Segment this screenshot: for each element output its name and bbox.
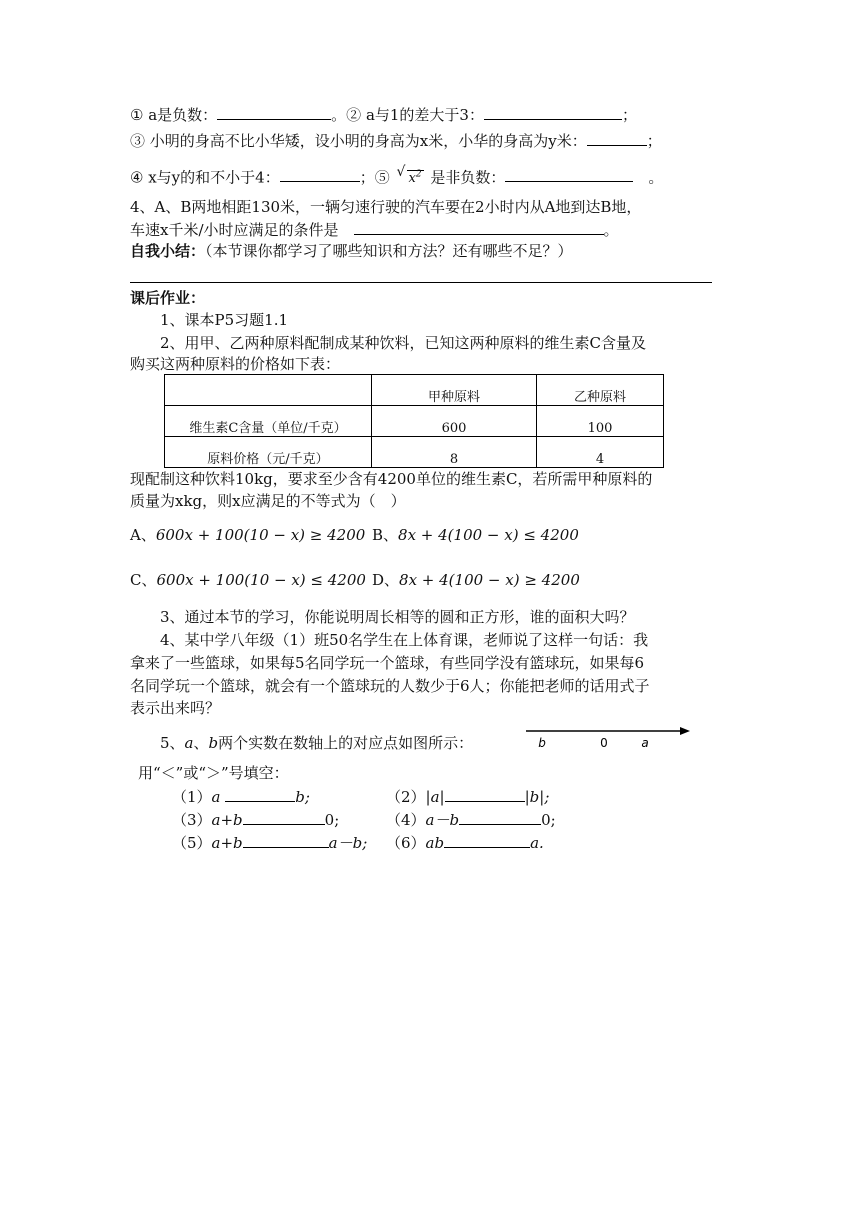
item-3-prefix: ④ x与y的和不小于4： <box>130 168 280 187</box>
question-4-line-3: 名同学玩一个篮球，就会有一个篮球玩的人数少于6人；你能把老师的话用式子 <box>130 677 650 695</box>
summary-text: （本节课你都学习了哪些知识和方法？还有哪些不足？） <box>205 242 573 260</box>
numberline-label-a: a <box>641 736 649 750</box>
answer-blank-4[interactable] <box>280 166 360 182</box>
blank-left: |a| <box>425 788 445 806</box>
item-1-sep: 。② a与1的差大于3： <box>331 106 484 124</box>
blank-left: a+b <box>211 834 243 852</box>
table-row <box>165 406 664 437</box>
question-3: 3、通过本节的学习，你能说明周长相等的圆和正方形，谁的面积大吗？ <box>160 608 635 626</box>
blank-num: （4） <box>386 811 426 829</box>
blank-num: （3） <box>172 811 212 829</box>
blank-right: 0; <box>324 811 340 829</box>
item-3-sep: ；⑤ <box>359 168 390 187</box>
homework-label: 课后作业： <box>130 289 206 307</box>
homework-item-1: 1、课本P5习题1.1 <box>160 311 289 329</box>
answer-blank[interactable] <box>243 832 329 848</box>
blank-num: （2） <box>386 788 426 806</box>
option-b-expr: 8x + 4(100 − x) ≤ 4200 <box>398 526 579 544</box>
answer-blank-2[interactable] <box>484 104 622 120</box>
table-header-cell: 乙种原料 <box>537 375 664 406</box>
q5-sep: 、 <box>193 734 209 752</box>
table-header-cell <box>165 375 372 406</box>
blank-right: |b|; <box>524 788 550 806</box>
sqrt-var: x <box>408 171 416 187</box>
blank-6 <box>386 832 544 853</box>
q3-item-line-3 <box>130 165 663 189</box>
q4-line-2 <box>130 219 619 240</box>
q3-item-line-2 <box>130 130 662 151</box>
option-c-label: C、 <box>130 571 157 589</box>
self-summary <box>130 241 573 261</box>
question-4-line-4: 表示出来吗？ <box>130 699 221 717</box>
summary-answer-line[interactable] <box>130 282 712 283</box>
option-d-expr: 8x + 4(100 − x) ≥ 4200 <box>399 571 580 589</box>
q5-b: b <box>208 734 219 752</box>
q4-text: 车速x千米/小时应满足的条件是 <box>130 221 339 239</box>
item-2-end: ； <box>646 132 662 150</box>
q4-end: 。 <box>603 221 619 239</box>
blank-num: （6） <box>386 834 426 852</box>
question-4-line-1: 4、某中学八年级（1）班50名学生在上体育课，老师说了这样一句话：我 <box>160 631 649 649</box>
answer-blank-1[interactable] <box>217 104 331 120</box>
q4-line-1: 4、A、B两地相距130米，一辆匀速行驶的汽车要在2小时内从A地到达B地， <box>130 198 642 216</box>
table-header-row <box>165 375 664 406</box>
option-c[interactable] <box>130 570 366 590</box>
answer-blank-5[interactable] <box>505 166 633 182</box>
answer-blank[interactable] <box>445 786 525 802</box>
item-1-end: ； <box>621 106 637 124</box>
q5-a: a <box>184 734 194 752</box>
q2-after-line-1: 现配制这种饮料10kg，要求至少含有4200单位的维生素C，若所需甲种原料的 <box>130 470 653 488</box>
summary-label: 自我小结： <box>130 242 206 260</box>
table-cell: 原料价格（元/千克） <box>165 437 372 468</box>
item-1-prefix: ① a是负数： <box>130 106 218 124</box>
q3-item-line-1 <box>130 104 637 125</box>
blank-5 <box>172 832 367 853</box>
q2-after-line-2: 质量为xkg，则x应满足的不等式为（ ） <box>130 492 406 510</box>
item-2-text: ③ 小明的身高不比小华矮，设小明的身高为x米，小华的身高为y米： <box>130 132 587 150</box>
item-3-mid: 是非负数： <box>430 168 506 187</box>
table-cell: 100 <box>537 406 664 437</box>
blank-right: a. <box>530 834 544 852</box>
blank-left: a <box>211 788 221 806</box>
blank-right: b; <box>295 788 310 806</box>
option-d[interactable] <box>372 570 580 590</box>
table-cell: 600 <box>372 406 537 437</box>
numberline-label-0: 0 <box>600 736 608 750</box>
answer-blank[interactable] <box>444 832 530 848</box>
numberline-label-b: b <box>538 736 546 750</box>
answer-blank[interactable] <box>225 786 295 802</box>
blank-right: 0; <box>541 811 556 829</box>
vitamin-price-table <box>164 374 664 468</box>
blank-4 <box>386 809 556 830</box>
blank-3 <box>172 809 339 830</box>
table-cell: 维生素C含量（单位/千克） <box>165 406 372 437</box>
blank-2 <box>386 786 549 807</box>
homework-item-2-line-2: 购买这两种原料的价格如下表： <box>130 355 341 373</box>
blank-left: a－b <box>425 811 460 829</box>
table-cell: 4 <box>537 437 664 468</box>
table-header-cell: 甲种原料 <box>372 375 537 406</box>
blank-left: ab <box>425 834 445 852</box>
arrow-right-icon <box>680 727 690 735</box>
question-4-line-2: 拿来了一些篮球，如果每5名同学玩一个篮球，有些同学没有篮球玩，如果每6 <box>130 654 645 672</box>
option-b-label: B、 <box>372 526 399 544</box>
blank-num: （5） <box>172 834 212 852</box>
q5-text: 两个实数在数轴上的对应点如图所示： <box>218 734 474 752</box>
blank-left: a+b <box>211 811 243 829</box>
blank-right: a－b; <box>328 834 368 852</box>
answer-blank-6[interactable] <box>354 219 604 235</box>
radical-icon: √ <box>396 164 406 180</box>
homework-item-2-line-1: 2、用甲、乙两种原料配制成某种饮料，已知这两种原料的维生素C含量及 <box>160 334 647 352</box>
table-cell: 8 <box>372 437 537 468</box>
answer-blank[interactable] <box>459 809 541 825</box>
table-row <box>165 437 664 468</box>
blank-num: （1） <box>172 788 212 806</box>
option-a-label: A、 <box>130 526 156 544</box>
option-b[interactable] <box>372 525 579 545</box>
option-d-label: D、 <box>372 571 400 589</box>
question-5 <box>160 733 473 753</box>
sqrt-exp: 2 <box>415 170 422 180</box>
option-c-expr: 600x + 100(10 − x) ≤ 4200 <box>156 571 366 589</box>
blank-1 <box>172 786 310 807</box>
q5-instruction: 用“＜”或“＞”号填空： <box>138 764 289 782</box>
answer-blank-3[interactable] <box>587 130 647 146</box>
q5-prefix: 5、 <box>160 734 185 752</box>
option-a[interactable] <box>130 525 365 545</box>
answer-blank[interactable] <box>243 809 325 825</box>
item-3-end: 。 <box>648 168 664 187</box>
number-line <box>524 722 694 752</box>
option-a-expr: 600x + 100(10 − x) ≥ 4200 <box>155 526 366 544</box>
sqrt-expression <box>397 165 424 189</box>
